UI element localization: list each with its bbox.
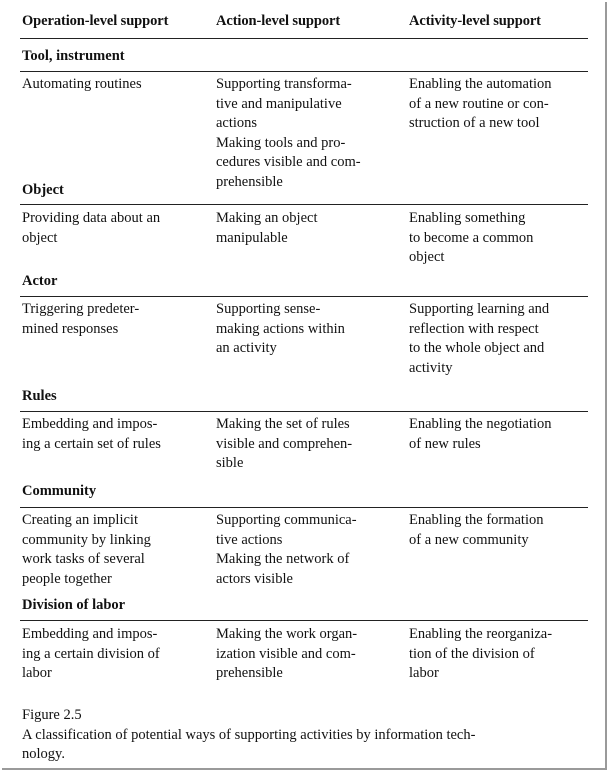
cell-line: to become a common — [409, 229, 534, 246]
cell-line: activity — [409, 359, 453, 376]
header-operation-level: Operation-level support — [22, 13, 169, 29]
cell-line: Providing data about an — [22, 210, 161, 226]
cell-line: object — [22, 229, 58, 246]
cell-rules-operation — [22, 415, 200, 454]
section-title-community: Community — [22, 483, 97, 499]
cell-line: ization visible and com- — [216, 645, 356, 662]
header-action-level: Action-level support — [216, 13, 341, 29]
cell-line: Making the network of — [216, 551, 350, 567]
cell-line: Enabling the reorganiza- — [409, 626, 553, 642]
cell-line: sible — [216, 455, 244, 471]
cell-community-action — [216, 511, 402, 589]
cell-line: visible and comprehen- — [216, 435, 353, 452]
cell-line: manipulable — [216, 229, 288, 246]
section-rule — [20, 296, 588, 297]
cell-actor-action — [216, 300, 402, 359]
cell-rules-action — [216, 415, 402, 474]
caption-line-1: A classification of potential ways of supporting activities by information tech- — [22, 726, 476, 743]
cell-line: Enabling the automation — [409, 76, 552, 92]
cell-line: Making the work organ- — [216, 626, 358, 642]
cell-object-action — [216, 209, 402, 248]
section-title-division-of-labor: Division of labor — [22, 597, 126, 613]
cell-line: Supporting sense- — [216, 301, 321, 317]
cell-tool-instrument-action — [216, 75, 402, 192]
cell-line: Making tools and pro- — [216, 134, 346, 151]
cell-object-activity — [409, 209, 589, 268]
cell-line: Making the set of rules — [216, 416, 350, 432]
cell-line: mined responses — [22, 320, 119, 337]
cell-tool-instrument-operation — [22, 75, 200, 95]
cell-line: actors visible — [216, 570, 293, 587]
cell-actor-activity — [409, 300, 589, 378]
cell-line: cedures visible and com- — [216, 154, 361, 170]
cell-line: Supporting learning and — [409, 301, 550, 317]
cell-rules-activity — [409, 415, 589, 454]
cell-line: Enabling the formation — [409, 512, 544, 528]
cell-line: tion of the division of — [409, 645, 535, 662]
section-title-actor: Actor — [22, 273, 58, 289]
figure-caption — [22, 706, 592, 765]
cell-division-of-labor-activity — [409, 625, 589, 684]
header-activity-level: Activity-level support — [409, 13, 541, 29]
cell-line: tive actions — [216, 531, 283, 548]
cell-tool-instrument-activity — [409, 75, 589, 134]
cell-line: of new rules — [409, 435, 481, 452]
section-rule — [20, 204, 588, 205]
section-rule — [20, 411, 588, 412]
cell-line: Automating routines — [22, 76, 142, 92]
cell-line: Triggering predeter- — [22, 301, 140, 317]
cell-line: Making an object — [216, 210, 318, 226]
section-title-object: Object — [22, 182, 64, 198]
section-rule — [20, 620, 588, 621]
cell-line: to the whole object and — [409, 340, 545, 356]
cell-line: people together — [22, 570, 112, 587]
header-rule — [20, 38, 588, 39]
caption-line-2: nology. — [22, 746, 65, 762]
cell-line: labor — [22, 665, 52, 681]
cell-line: making actions within — [216, 320, 345, 337]
cell-line: community by linking — [22, 531, 151, 548]
cell-line: of a new routine or con- — [409, 95, 549, 112]
cell-object-operation — [22, 209, 200, 248]
cell-line: Enabling the negotiation — [409, 416, 552, 432]
cell-line: Creating an implicit — [22, 512, 138, 528]
cell-community-activity — [409, 511, 589, 550]
cell-line: of a new community — [409, 531, 529, 548]
cell-line: Supporting communica- — [216, 512, 357, 528]
cell-actor-operation — [22, 300, 200, 339]
cell-line: actions — [216, 115, 258, 131]
cell-division-of-labor-action — [216, 625, 402, 684]
cell-line: work tasks of several — [22, 551, 145, 567]
figure-label: Figure 2.5 — [22, 707, 82, 723]
section-title-tool-instrument: Tool, instrument — [22, 48, 125, 64]
cell-line: Enabling something — [409, 210, 526, 226]
cell-line: Supporting transforma- — [216, 76, 352, 92]
cell-line: prehensible — [216, 665, 283, 681]
section-rule — [20, 71, 588, 72]
cell-line: tive and manipulative — [216, 95, 342, 112]
cell-line: an activity — [216, 340, 277, 356]
cell-line: Embedding and impos- — [22, 626, 158, 642]
cell-line: reflection with respect — [409, 320, 539, 337]
cell-line: labor — [409, 665, 439, 681]
section-rule — [20, 507, 588, 508]
cell-line: object — [409, 249, 445, 265]
cell-community-operation — [22, 511, 200, 589]
cell-line: ing a certain division of — [22, 645, 160, 662]
cell-line: struction of a new tool — [409, 115, 540, 131]
cell-line: ing a certain set of rules — [22, 435, 161, 452]
cell-division-of-labor-operation — [22, 625, 200, 684]
cell-line: Embedding and impos- — [22, 416, 158, 432]
section-title-rules: Rules — [22, 388, 57, 404]
cell-line: prehensible — [216, 173, 283, 190]
